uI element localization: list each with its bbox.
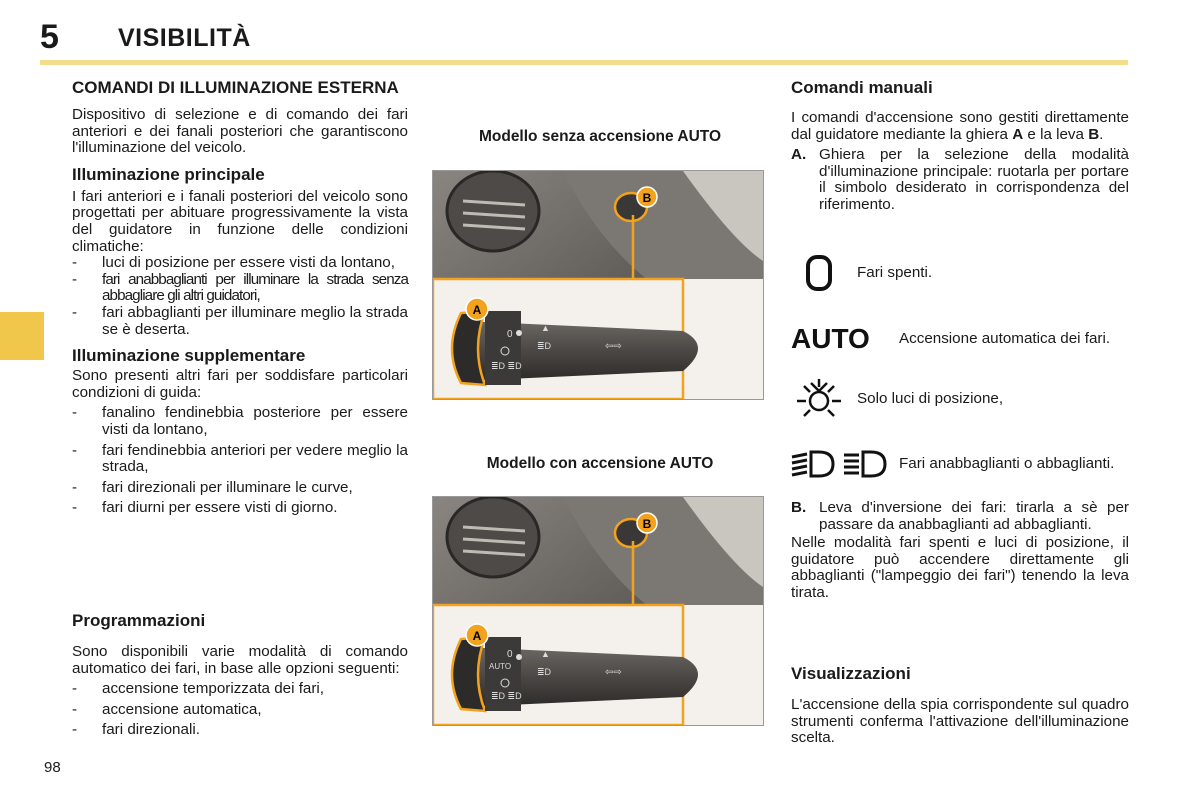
svg-text:≣D: ≣D — [537, 667, 552, 677]
stalk-photo-with-auto — [432, 496, 764, 726]
symbol-row-beams — [791, 446, 1129, 482]
programming-title: Programmazioni — [72, 611, 206, 630]
programming-section — [72, 611, 408, 739]
symbol-label: Solo luci di posizione, — [857, 389, 1004, 407]
display-section — [791, 664, 1129, 747]
symbol-row-off — [791, 254, 1129, 292]
svg-text:▲: ▲ — [541, 323, 550, 333]
caption-with-auto: Modello con accensione AUTO — [486, 455, 714, 472]
item-a-letter: A. — [791, 146, 807, 164]
item-b-letter: B. — [791, 499, 807, 516]
stalk-photo-without-auto — [432, 170, 764, 400]
flash-text: Nelle modalità fari spenti e luci di posizione, il guidatore può accendere direttamente gli abbaglianti ("lampeggio dei fari") tenendo la leva tirata. — [791, 534, 1129, 601]
item-b-text: Leva d'inversione dei fari: tirarla a sè per passare da anabbaglianti ad abbaglianti. — [819, 499, 1129, 533]
list-item: - fari abbaglianti per illuminare meglio la strada se è deserta. — [72, 303, 408, 338]
badge-a-label: A — [472, 629, 482, 643]
supp-lighting-text: Sono presenti altri fari per soddisfare particolari condizioni di guida: — [72, 367, 408, 401]
svg-text:▲: ▲ — [541, 649, 550, 659]
display-text: L'accensione della spia corrispondente sul quadro strumenti conferma l'attivazione dell'illuminazione scelta. — [791, 696, 1129, 747]
svg-text:≣D ≣D: ≣D ≣D — [491, 361, 522, 371]
manual-controls-title: Comandi manuali — [791, 78, 933, 97]
intro-text: Dispositivo di selezione e di comando dei fari anteriori e dei fanali posteriori che garantiscono l'illuminazione del veicolo. — [72, 106, 408, 157]
manual-controls-text: I comandi d'accensione sono gestiti direttamente dal guidatore mediante la ghiera A e la leva B. — [791, 109, 1129, 143]
badge-b-label: B — [642, 517, 652, 531]
left-column — [72, 78, 408, 517]
chapter-title: VISIBILITÀ — [118, 24, 251, 52]
symbol-row-position — [791, 376, 1129, 422]
chapter-tab — [0, 312, 44, 360]
symbol-label: Accensione automatica dei fari. — [899, 329, 1111, 347]
list-item: - luci di posizione per essere visti da lontano, — [72, 254, 395, 272]
list-item: - fari anabbaglianti per illuminare la strada senza abbagliare gli altri guidatori, — [72, 270, 408, 305]
display-title: Visualizzazioni — [791, 664, 911, 683]
zero-off-icon — [791, 254, 847, 292]
supp-lighting-list — [72, 405, 408, 517]
section-title: COMANDI DI ILLUMINAZIONE ESTERNA — [72, 78, 399, 97]
list-item: - fari direzionali per illuminare le curve, — [72, 478, 353, 496]
symbol-row-auto — [791, 320, 1129, 358]
item-a — [791, 147, 1129, 213]
symbol-label: Fari anabbaglianti o abbaglianti. — [899, 454, 1115, 472]
caption-without-auto: Modello senza accensione AUTO — [478, 128, 722, 145]
list-item: - accensione temporizzata dei fari, — [72, 680, 325, 698]
right-column-top — [791, 78, 1129, 214]
main-lighting-text: I fari anteriori e i fanali posteriori del veicolo sono progettati per abituare progressivamente la vista del guidatore in funzione delle condizioni climatiche: — [72, 187, 408, 255]
position-lights-icon — [791, 377, 847, 421]
header-rule — [40, 60, 1128, 65]
low-high-beam-icon — [791, 449, 891, 479]
item-b — [791, 500, 1129, 533]
ring-auto-label: AUTO — [489, 662, 512, 671]
chapter-number: 5 — [40, 18, 59, 56]
supp-lighting-title: Illuminazione supplementare — [72, 346, 306, 366]
main-lighting-title: Illuminazione principale — [72, 164, 265, 184]
ring-zero-label: 0 — [507, 649, 513, 660]
list-item: - fari fendinebbia anteriori per vedere meglio la strada, — [72, 441, 408, 476]
list-item: - fari diurni per essere visti di giorno. — [72, 499, 338, 517]
ring-zero-label: 0 — [507, 329, 513, 340]
badge-a-label: A — [472, 303, 482, 317]
list-item: - accensione automatica, — [72, 700, 262, 718]
page-number: 98 — [44, 759, 61, 776]
svg-text:≣D ≣D: ≣D ≣D — [491, 691, 522, 701]
programming-text: Sono disponibili varie modalità di comando automatico dei fari, in base alle opzioni seguenti: — [72, 643, 408, 677]
list-item: - fari direzionali. — [72, 721, 200, 739]
svg-text:⇦⇨: ⇦⇨ — [605, 667, 622, 678]
symbol-label: Fari spenti. — [857, 263, 933, 281]
auto-icon: AUTO — [791, 323, 870, 354]
svg-text:⇦⇨: ⇦⇨ — [605, 341, 622, 352]
right-column-bottom — [791, 500, 1129, 602]
badge-b-label: B — [642, 191, 652, 205]
svg-text:≣D: ≣D — [537, 341, 552, 351]
list-item: - fanalino fendinebbia posteriore per essere visti da lontano, — [72, 404, 408, 438]
item-a-text: Ghiera per la selezione della modalità d'illuminazione principale: ruotarla per portare il simbolo desiderato in corrispondenza del riferimento. — [819, 146, 1129, 213]
main-lighting-list — [72, 255, 408, 338]
